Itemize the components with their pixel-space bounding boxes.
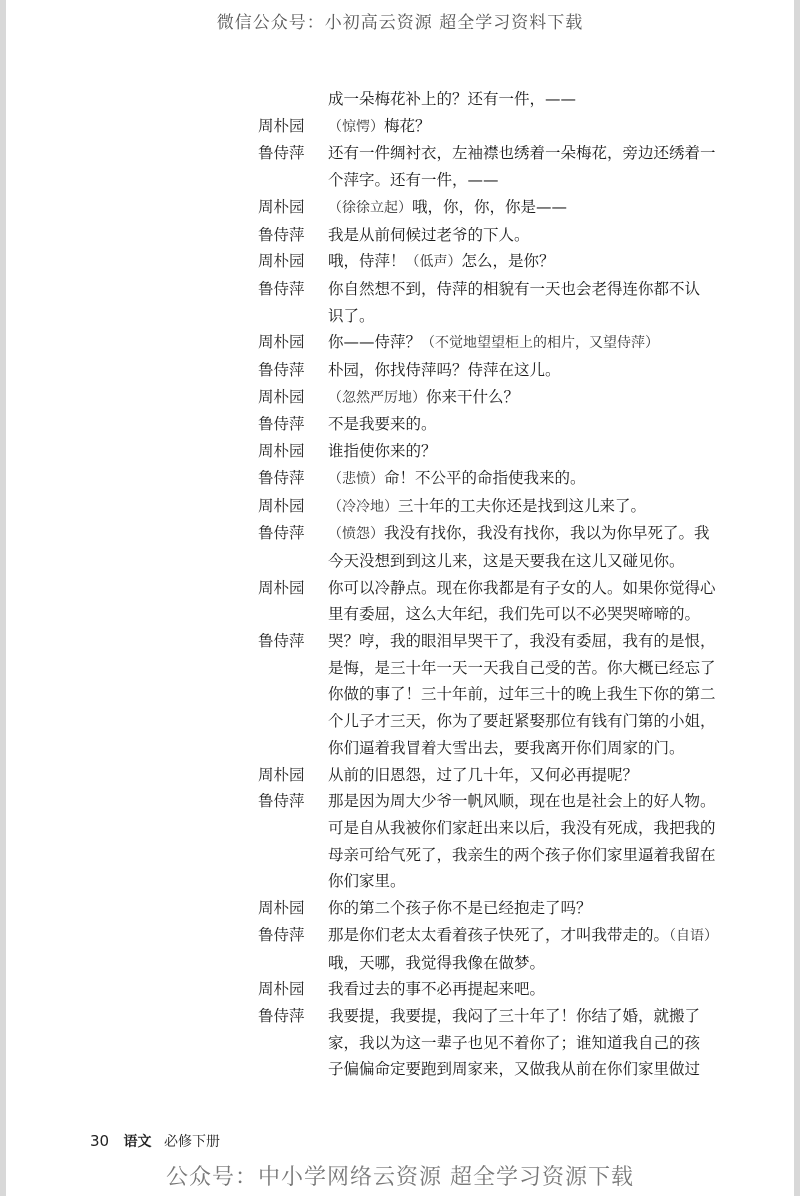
stage-direction: （徐徐立起） xyxy=(328,199,412,216)
dialogue-text: 从前的旧恩怨，过了几十年，又何必再提呢？ xyxy=(328,765,639,784)
speaker-name: 周朴园 xyxy=(258,333,305,352)
page-footer xyxy=(90,1131,220,1151)
dialogue-text: 哦，你，你，你是—— xyxy=(412,197,568,216)
dialogue-text: 你们家里。 xyxy=(328,872,406,891)
speech-text xyxy=(328,1030,758,1057)
speech-text xyxy=(328,276,758,303)
speaker-name: 鲁侍萍 xyxy=(258,468,305,487)
speaker-name: 周朴园 xyxy=(258,578,305,597)
script-line xyxy=(258,357,758,384)
dialogue-text: 可是自从我被你们家赶出来以后，我没有死成，我把我的 xyxy=(328,818,716,837)
script-line xyxy=(258,601,758,628)
speech-text xyxy=(328,868,758,895)
speech-text xyxy=(328,655,758,682)
dialogue-text: 你——侍萍？ xyxy=(328,333,422,352)
speaker-name: 周朴园 xyxy=(258,387,305,406)
dialogue-text: 成一朵梅花补上的？还有一件，—— xyxy=(328,90,577,108)
script-line xyxy=(258,167,758,194)
speaker-name: 周朴园 xyxy=(258,496,305,515)
dialogue-text: 我是从前伺候过老爷的下人。 xyxy=(328,225,530,244)
speech-text xyxy=(328,438,758,465)
speaker-name: 鲁侍萍 xyxy=(258,632,305,651)
script-line xyxy=(258,222,758,249)
speech-text xyxy=(328,681,758,708)
stage-direction: （愤怨） xyxy=(328,526,384,543)
dialogue-text: 朴园，你找侍萍吗？侍萍在这儿。 xyxy=(328,361,561,380)
script-line xyxy=(258,1003,758,1030)
speech-text xyxy=(328,708,758,735)
dialogue-text: 你自然想不到，侍萍的相貌有一天也会老得连你都不认 xyxy=(328,279,701,298)
speaker-name: 鲁侍萍 xyxy=(258,361,305,380)
speaker-name: 鲁侍萍 xyxy=(258,524,305,543)
script-line xyxy=(258,842,758,869)
script-line xyxy=(258,194,758,222)
speaker-name: 鲁侍萍 xyxy=(258,792,305,811)
script-line xyxy=(258,895,758,922)
script-line xyxy=(258,788,758,815)
stage-direction: （冷冷地） xyxy=(328,498,398,515)
script-line xyxy=(258,329,758,357)
speaker-name: 鲁侍萍 xyxy=(258,144,305,163)
speech-text xyxy=(328,1056,758,1083)
stage-direction: （悲愤） xyxy=(328,470,384,487)
watermark-top: 微信公众号：小初高云资源 超全学习资料下载 xyxy=(216,13,584,33)
script-line xyxy=(258,520,758,548)
stage-direction: （忽然严厉地） xyxy=(328,389,426,406)
script-line xyxy=(258,276,758,303)
speaker-name: 鲁侍萍 xyxy=(258,925,305,944)
dialogue-text: 今天没想到到这儿来，这是天要我在这儿又碰见你。 xyxy=(328,551,685,570)
stage-direction: （不觉地望望柜上的相片，又望侍萍） xyxy=(421,335,660,352)
speech-text xyxy=(328,895,758,922)
speech-text xyxy=(328,815,758,842)
dialogue-text: 我看过去的事不必再提起来吧。 xyxy=(328,980,546,999)
script-line xyxy=(258,922,758,950)
dialogue-text: 那是因为周大少爷一帆风顺，现在也是社会上的好人物。 xyxy=(328,792,716,811)
speech-text xyxy=(328,1003,758,1030)
stage-direction: （低声） xyxy=(405,254,462,271)
speaker-name: 周朴园 xyxy=(258,980,305,999)
dialogue-text: 家，我以为这一辈子也见不着你了；谁知道我自己的孩 xyxy=(328,1033,701,1052)
script-line xyxy=(258,438,758,465)
dialogue-text: 不是我要来的。 xyxy=(328,415,437,434)
speaker-name: 周朴园 xyxy=(258,442,305,461)
speaker-name: 周朴园 xyxy=(258,116,305,135)
stage-direction: （惊愕） xyxy=(328,118,384,135)
book-volume: 必修下册 xyxy=(164,1134,220,1150)
script-line xyxy=(258,493,758,521)
dialogue-text: 还有一件绸衬衣，左袖襟也绣着一朵梅花，旁边还绣着一 xyxy=(328,144,716,163)
script-line xyxy=(258,976,758,1003)
speaker-name: 鲁侍萍 xyxy=(258,415,305,434)
dialogue-text: 你做的事了！三十年前，过年三十的晚上我生下你的第二 xyxy=(328,685,716,704)
stage-direction: （自语） xyxy=(669,927,719,944)
script-line xyxy=(258,762,758,789)
speaker-name: 鲁侍萍 xyxy=(258,1006,305,1025)
dialogue-text: 你的第二个孩子你不是已经抱走了吗？ xyxy=(328,899,592,918)
speech-text xyxy=(328,411,758,438)
script-line xyxy=(258,465,758,493)
dialogue-text: 是悔，是三十年一天一天我自己受的苦。你大概已经忘了 xyxy=(328,658,716,677)
dialogue-text: 个萍字。还有一件，—— xyxy=(328,171,499,190)
speech-text xyxy=(328,575,758,602)
script-line xyxy=(258,113,758,141)
speech-text xyxy=(328,329,758,357)
script-line xyxy=(258,411,758,438)
script-line xyxy=(258,681,758,708)
script-line xyxy=(258,735,758,762)
speaker-name: 周朴园 xyxy=(258,252,305,271)
speech-text xyxy=(328,248,758,276)
speech-text xyxy=(328,493,758,521)
script-line xyxy=(258,628,758,655)
script-line xyxy=(258,86,758,113)
dialogue-text: 你们逼着我冒着大雪出去，要我离开你们周家的门。 xyxy=(328,738,685,757)
speech-text xyxy=(328,357,758,384)
script-line xyxy=(258,248,758,276)
speech-text xyxy=(328,86,758,113)
speech-text xyxy=(328,842,758,869)
speech-text xyxy=(328,113,758,141)
script-line xyxy=(258,950,758,977)
script-line xyxy=(258,1056,758,1083)
dialogue-text: 我没有找你，我没有找你，我以为你早死了。我 xyxy=(384,524,710,543)
page-number: 30 xyxy=(90,1132,110,1150)
dialogue-text: 哭？哼，我的眼泪早哭干了，我没有委屈，我有的是恨， xyxy=(328,632,716,651)
script-line xyxy=(258,575,758,602)
page-edge-left xyxy=(0,0,6,1196)
page-edge-right xyxy=(794,0,800,1196)
speaker-name: 周朴园 xyxy=(258,765,305,784)
speech-text xyxy=(328,384,758,412)
script-line xyxy=(258,815,758,842)
speech-text xyxy=(328,735,758,762)
speech-text xyxy=(328,303,758,330)
speech-text xyxy=(328,762,758,789)
dialogue-text: 里有委屈，这么大年纪，我们先可以不必哭哭啼啼的。 xyxy=(328,605,701,624)
watermark-bottom: 公众号：中小学网络云资源 超全学习资源下载 xyxy=(166,1165,634,1190)
speech-text xyxy=(328,922,758,950)
speech-text xyxy=(328,520,758,548)
dialogue-text: 母亲可给气死了，我亲生的两个孩子你们家里逼着我留在 xyxy=(328,845,716,864)
script-line xyxy=(258,303,758,330)
dialogue-text: 谁指使你来的？ xyxy=(328,442,437,461)
script-line xyxy=(258,548,758,575)
dialogue-text: 子偏偏命定要跑到周家来，又做我从前在你们家里做过 xyxy=(328,1060,701,1079)
dialogue-text: 那是你们老太太看着孩子快死了，才叫我带走的。 xyxy=(328,925,670,944)
script-line xyxy=(258,868,758,895)
dialogue-text: 梅花？ xyxy=(384,116,431,135)
script-line xyxy=(258,655,758,682)
script-line xyxy=(258,1030,758,1057)
speech-text xyxy=(328,548,758,575)
speaker-name: 周朴园 xyxy=(258,899,305,918)
book-title: 语文 xyxy=(123,1134,152,1150)
dialogue-text: 我要提，我要提，我闷了三十年了！你结了婚，就搬了 xyxy=(328,1006,701,1025)
speech-text xyxy=(328,140,758,167)
speech-text xyxy=(328,194,758,222)
speech-text xyxy=(328,465,758,493)
script-line xyxy=(258,708,758,735)
speech-text xyxy=(328,950,758,977)
script-line xyxy=(258,384,758,412)
script-body xyxy=(258,86,758,1083)
dialogue-text: 三十年的工夫你还是找到这儿来了。 xyxy=(398,496,647,515)
dialogue-text: 个儿子才三天，你为了要赶紧娶那位有钱有门第的小姐， xyxy=(328,712,716,731)
dialogue-text: 哦，侍萍！ xyxy=(328,252,406,271)
dialogue-text: 你可以冷静点。现在你我都是有子女的人。如果你觉得心 xyxy=(328,578,716,597)
script-line xyxy=(258,140,758,167)
speech-text xyxy=(328,601,758,628)
dialogue-text: 你来干什么？ xyxy=(426,387,520,406)
speech-text xyxy=(328,167,758,194)
speech-text xyxy=(328,222,758,249)
speaker-name: 鲁侍萍 xyxy=(258,225,305,244)
speech-text xyxy=(328,788,758,815)
speech-text xyxy=(328,628,758,655)
speaker-name: 鲁侍萍 xyxy=(258,279,305,298)
dialogue-text: 命！不公平的命指使我来的。 xyxy=(384,468,586,487)
speaker-name: 周朴园 xyxy=(258,197,305,216)
dialogue-text: 识了。 xyxy=(328,306,375,325)
dialogue-text: 哦，天哪，我觉得我像在做梦。 xyxy=(328,953,546,972)
dialogue-text: 怎么，是你？ xyxy=(461,252,555,271)
speech-text xyxy=(328,976,758,1003)
